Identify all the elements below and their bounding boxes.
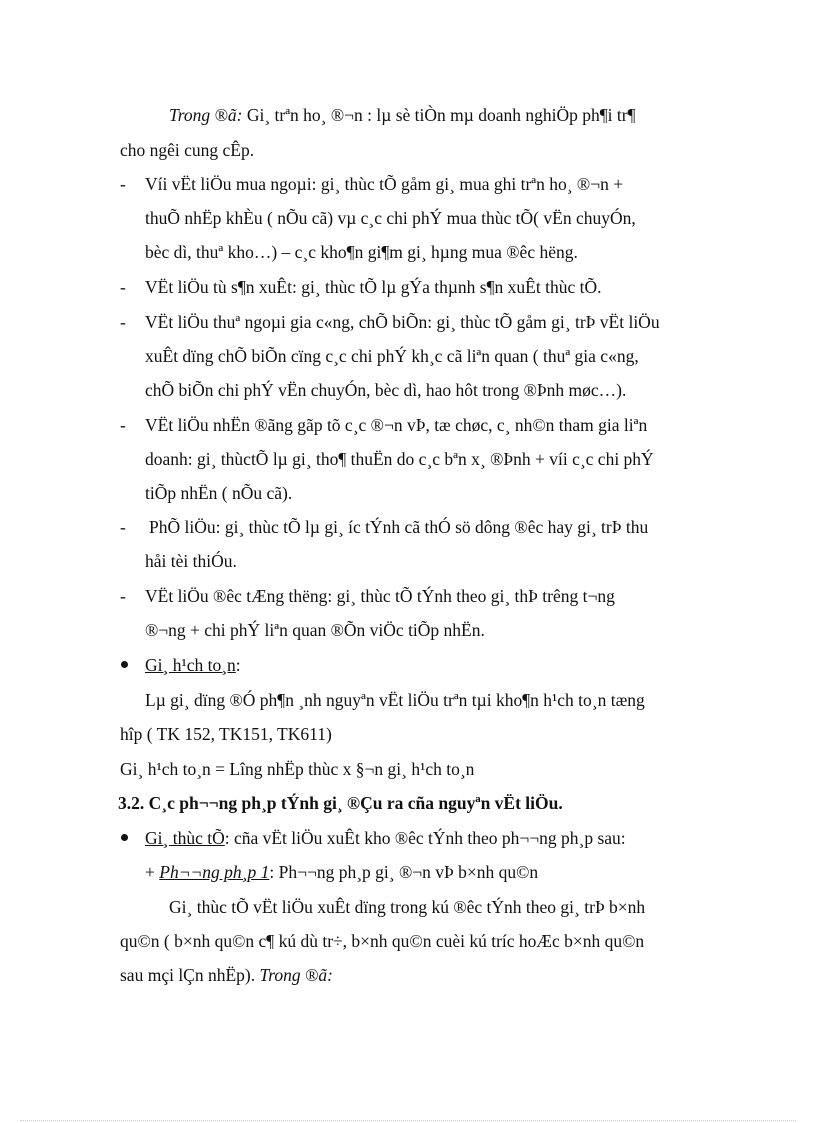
text-run: : — [235, 655, 241, 675]
list-item-line: chÕ biÕn chi phÝ vËn chuyÓn, bèc dì, hao hôt trong ®Þnh møc…). — [145, 380, 627, 400]
paragraph-line: cho ngêi cung cÊp. — [120, 140, 255, 160]
dash-bullet: - — [120, 277, 126, 297]
page-bottom-rule — [20, 1120, 796, 1121]
method-line — [145, 861, 538, 883]
dash-bullet: - — [120, 586, 126, 606]
list-item-line: xuÊt dïng chÕ biÕn cïng c¸c chi phÝ kh¸c cã liªn quan ( thuª gia c«ng, — [145, 346, 639, 366]
list-item-line: ®¬ng + chi phÝ liªn quan ®Õn viÖc tiÕp nhËn. — [145, 620, 485, 640]
bullet-heading-title: Gi¸ thùc tÕ — [145, 828, 225, 848]
paragraph-line: Lµ gi¸ dïng ®Ó ph¶n ¸nh nguyªn vËt liÖu trªn tµi kho¶n h¹ch to¸n tæng — [145, 690, 645, 710]
bullet-heading — [145, 654, 241, 676]
dash-bullet: - — [120, 517, 126, 537]
formula-line: Gi¸ h¹ch to¸n = Lîng nhËp thùc x §¬n gi¸ h¹ch to¸n — [120, 759, 475, 779]
dash-bullet: - — [120, 312, 126, 332]
text-run: Gi¸ trªn ho¸ ®¬n : lµ sè tiÒn mµ doanh nghiÖp ph¶i tr¶ — [242, 105, 636, 125]
list-item-line: bèc dì, thuª kho…) – c¸c kho¶n gi¶m gi¸ hµng mua ®êc hëng. — [145, 242, 578, 262]
paragraph-line: Gi¸ thùc tÕ vËt liÖu xuÊt dïng trong kú ®êc tÝnh theo gi¸ trÞ b×nh — [169, 897, 646, 917]
italic-lead: Trong ®ã: — [169, 105, 243, 125]
list-item-line: PhÕ liÖu: gi¸ thùc tÕ lµ gi¸ íc tÝnh cã thÓ sö dông ®êc hay gi¸ trÞ thu — [149, 517, 649, 537]
bullet-paragraph — [145, 827, 626, 849]
italic-lead: Trong ®ã: — [259, 965, 333, 985]
section-heading: 3.2. C¸c ph¬¬ng ph¸p tÝnh gi¸ ®Çu ra cña nguyªn vËt liÖu. — [118, 793, 563, 813]
list-item-line: VËt liÖu nhËn ®ãng gãp tõ c¸c ®¬n vÞ, tæ chøc, c¸ nh©n tham gia liªn — [145, 415, 648, 435]
round-bullet — [121, 834, 128, 841]
text-run: : Ph¬¬ng ph¸p gi¸ ®¬n vÞ b×nh qu©n — [269, 862, 539, 882]
paragraph-line — [120, 964, 333, 986]
list-item-line: doanh: gi¸ thùctÕ lµ gi¸ tho¶ thuËn do c¸c bªn x¸ ®Þnh + víi c¸c chi phÝ — [145, 449, 654, 469]
dash-bullet: - — [120, 174, 126, 194]
method-title: Ph¬¬ng ph¸p 1 — [159, 862, 270, 882]
paragraph-line: hîp ( TK 152, TK151, TK611) — [120, 724, 332, 744]
list-item-line: håi tèi thiÓu. — [145, 551, 237, 571]
list-item-line: VËt liÖu tù s¶n xuÊt: gi¸ thùc tÕ lµ gÝa thµnh s¶n xuÊt thùc tÕ. — [145, 277, 602, 297]
bullet-heading-title: Gi¸ h¹ch to¸n — [145, 655, 236, 675]
text-run: sau mçi lÇn nhËp). — [120, 965, 260, 985]
list-item-line: VËt liÖu ®êc tÆng thëng: gi¸ thùc tÕ tÝnh theo gi¸ thÞ trêng t¬ng — [145, 586, 615, 606]
round-bullet — [121, 661, 128, 668]
list-item-line: VËt liÖu thuª ngoµi gia c«ng, chÕ biÕn: gi¸ thùc tÕ gåm gi¸ trÞ vËt liÖu — [145, 312, 660, 332]
list-item-line: tiÕp nhËn ( nÕu cã). — [145, 483, 293, 503]
plus-sign: + — [145, 862, 160, 882]
paragraph-intro — [169, 104, 636, 126]
text-run: : cña vËt liÖu xuÊt kho ®êc tÝnh theo ph¬¬ng ph¸p sau: — [224, 828, 626, 848]
list-item-line: Víi vËt liÖu mua ngoµi: gi¸ thùc tÕ gåm gi¸ mua ghi trªn ho¸ ®¬n + — [145, 174, 624, 194]
dash-bullet: - — [120, 415, 126, 435]
list-item-line: thuÕ nhËp khÈu ( nÕu cã) vµ c¸c chi phÝ mua thùc tÕ( vËn chuyÓn, — [145, 208, 636, 228]
paragraph-line: qu©n ( b×nh qu©n c¶ kú dù tr÷, b×nh qu©n cuèi kú tríc hoÆc b×nh qu©n — [120, 931, 645, 951]
